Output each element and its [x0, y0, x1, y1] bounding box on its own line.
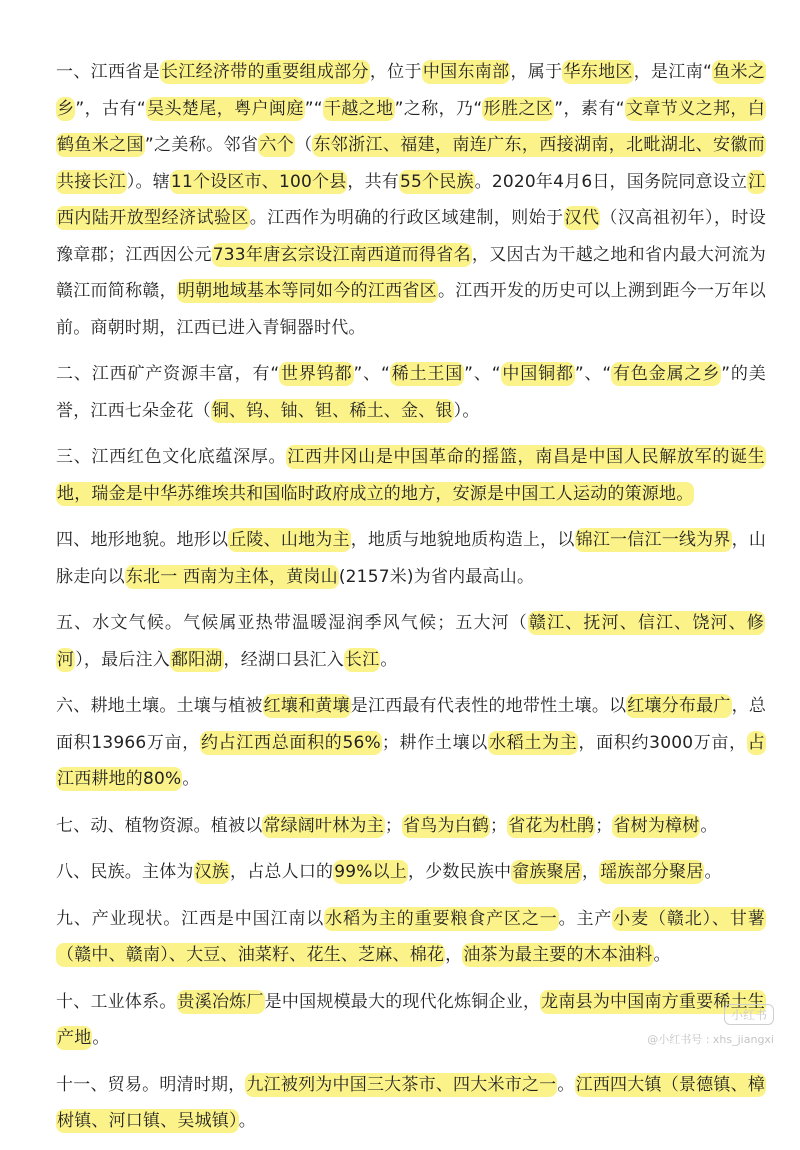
body-text: ； — [490, 815, 508, 836]
paragraph-p4 — [56, 522, 766, 595]
watermark-logo: 小红书 — [724, 1004, 774, 1025]
body-text: 。 — [653, 945, 671, 965]
body-text: 是江西最有代表性的地带性土壤。以 — [350, 696, 627, 716]
body-text: 十、工业体系。 — [56, 991, 177, 1012]
highlighted-text: 九江被列为中国三大茶市、四大米市之一 — [246, 1074, 557, 1095]
body-text: ， — [445, 945, 463, 965]
body-text: ，又因古为干越之地和省内最大河流为赣江而简称赣， — [56, 244, 766, 301]
highlighted-text: 长江 — [344, 649, 380, 670]
highlighted-text: 江西井冈山是中国革命的摇篮，南昌是中国人民解放军的诞生地，瑞金是中华苏维埃共和国临时政府成立的地方，安源是中国工人运动的策源地。 — [57, 447, 765, 504]
body-text: 二、江西矿产资源丰富，有“ — [56, 364, 280, 384]
paragraph-p2 — [56, 356, 766, 429]
body-text: 六、耕地土壤。土壤与植被 — [56, 696, 263, 716]
highlighted-text: 红壤分布最广 — [627, 696, 731, 716]
body-text: 是中国规模最大的现代化炼铜企业， — [264, 991, 541, 1012]
highlighted-text: 铜、钨、铀、钽、稀土、金、银 — [211, 400, 453, 421]
body-text: (2157米)为省内最高山。 — [338, 566, 535, 587]
highlighted-text: 水稻土为主 — [489, 732, 578, 753]
highlighted-text: 江西四大镇（景德镇、樟树镇、河口镇、吴城镇） — [57, 1074, 766, 1131]
body-text: 三、江西红色文化底蕴深厚。 — [56, 447, 287, 467]
highlighted-text: 明朝地域基本等同如今的江西省区 — [177, 281, 437, 301]
highlighted-text: 世界钨都 — [280, 364, 353, 384]
highlighted-text: 贵溪冶炼厂 — [177, 991, 264, 1012]
highlighted-text: 六个 — [259, 135, 295, 155]
body-text: 。 — [704, 862, 722, 882]
paragraph-p6 — [56, 688, 766, 798]
highlighted-text: 江西内陆开放型经济试验区 — [57, 171, 766, 228]
highlighted-text: 东北一 西南为主体，黄岗山 — [125, 566, 338, 587]
highlighted-text: 瑶族部分聚居 — [600, 862, 704, 882]
paragraph-p1 — [56, 54, 766, 346]
highlighted-text: 畲族聚居 — [512, 862, 582, 882]
highlighted-text: 鱼米之乡 — [57, 62, 766, 119]
highlighted-text: 丘陵、山地为主 — [229, 530, 350, 550]
highlighted-text: 733年唐玄宗设江南西道而得省名 — [212, 244, 471, 265]
paragraph-p7 — [56, 808, 766, 845]
highlighted-text: 长江经济带的重要组成部分 — [160, 62, 369, 82]
body-text: 一、江西省是 — [56, 62, 160, 82]
body-text: ”、“ — [574, 364, 612, 384]
highlighted-text: 汉族 — [194, 862, 230, 882]
watermark-id: @小红书号 : xhs_jiangxi — [647, 1033, 774, 1046]
body-text: 。江西开发的历史可以上溯到距今一万年以前。商朝时期，江西已进入青铜器时代。 — [56, 281, 766, 338]
body-text: ）。辖 — [126, 171, 170, 192]
highlighted-text: 中国东南部 — [422, 62, 510, 82]
body-text: ，属于 — [510, 62, 563, 82]
body-text: 。 — [92, 1028, 110, 1048]
highlighted-text: 鄱阳湖 — [170, 649, 223, 670]
body-text: ，占总人口的 — [230, 862, 334, 882]
body-text: ”、“ — [464, 364, 501, 384]
body-text: ，经湖口县汇入 — [223, 649, 344, 670]
highlighted-text: 小麦（赣北）、甘薯（赣中、赣南）、大豆、油菜籽、花生、芝麻、棉花 — [57, 908, 765, 965]
body-text: ”之美称。邻省 — [144, 135, 259, 155]
paragraph-p8 — [56, 854, 766, 891]
paragraph-p11 — [56, 1067, 766, 1140]
body-text: ； — [384, 815, 403, 836]
body-text: ”，古有“ — [75, 98, 146, 119]
highlighted-text: 99%以上 — [334, 862, 408, 882]
highlighted-text: 干越之地 — [323, 98, 394, 119]
body-text: ”“ — [304, 98, 323, 119]
highlighted-text: 占江西耕地的80% — [57, 732, 765, 789]
body-text: ）。 — [453, 400, 480, 421]
body-text: 。主产 — [558, 908, 613, 929]
body-text: 。江西作为明确的行政区域建制，则始于 — [249, 208, 564, 228]
body-text: ，地质与地貌地质构造上，以 — [350, 530, 575, 550]
highlighted-text: 省树为樟树 — [613, 815, 700, 836]
body-text: 。 — [700, 815, 718, 836]
body-text: （汉高祖初年），时设豫章郡；江西因公元 — [56, 208, 767, 265]
highlighted-text: 汉代 — [564, 208, 600, 228]
body-text: 。 — [238, 1111, 256, 1131]
body-text: 。2020年4月6日，国务院同意设立 — [474, 171, 748, 192]
body-text: 四、地形地貌。地形以 — [56, 530, 229, 550]
paragraph-p5 — [56, 605, 766, 678]
body-text: ”，素有“ — [554, 98, 625, 119]
highlighted-text: 吴头楚尾，粤户闽庭 — [146, 98, 304, 119]
highlighted-text: 11个设区市、100个县 — [170, 171, 347, 192]
paragraph-p9 — [56, 901, 766, 974]
body-text: ； — [595, 815, 613, 836]
highlighted-text: 油茶为最主要的木本油料 — [463, 945, 653, 965]
body-text: ），最后注入 — [75, 649, 170, 670]
highlighted-text: 水稻为主的重要粮食产区之一 — [325, 908, 558, 929]
highlighted-text: 稀土王国 — [391, 364, 464, 384]
highlighted-text: 形胜之区 — [483, 98, 554, 119]
body-text: 。 — [182, 769, 200, 789]
body-text: （ — [295, 135, 313, 155]
watermark — [544, 1004, 774, 1047]
highlighted-text: 有色金属之乡 — [612, 364, 721, 384]
body-text: ，少数民族中 — [408, 862, 512, 882]
highlighted-text: 55个民族 — [400, 171, 474, 192]
highlighted-text: 常绿阔叶林为主 — [263, 815, 384, 836]
body-text: ， — [582, 862, 600, 882]
highlighted-text: 东邻浙江、福建，南连广东，西接湖南，北毗湖北、安徽而共接长江 — [57, 135, 765, 192]
body-text: 五、水文气候。气候属亚热带温暖湿润季风气候；五大河（ — [56, 613, 528, 633]
body-text: 十一、贸易。明清时期， — [56, 1074, 246, 1095]
body-text: 七、动、植物资源。植被以 — [56, 815, 263, 836]
highlighted-text: 华东地区 — [563, 62, 633, 82]
body-text: ，位于 — [369, 62, 422, 82]
highlighted-text: 红壤和黄壤 — [263, 696, 350, 716]
body-text: 八、民族。主体为 — [56, 862, 194, 882]
body-text: ，共有 — [347, 171, 400, 192]
highlighted-text: 锦江一信江一线为界 — [575, 530, 731, 550]
body-text: ，是江南“ — [633, 62, 713, 82]
highlighted-text: 赣江、抚河、信江、饶河、修河 — [57, 613, 764, 670]
body-text: ，山脉走向以 — [56, 530, 767, 587]
highlighted-text: 中国铜都 — [501, 364, 574, 384]
highlighted-text: 龙南县为中国南方重要稀土生产地 — [57, 991, 766, 1048]
body-text: 。 — [557, 1074, 575, 1095]
body-text: ”的美誉，江西七朵金花（ — [56, 364, 766, 421]
highlighted-text: 省鸟为白鹤 — [403, 815, 490, 836]
highlighted-text: 省花为杜鹃 — [508, 815, 595, 836]
paragraph-p3 — [56, 439, 766, 512]
body-text: 九、产业现状。江西是中国江南以 — [56, 908, 325, 929]
highlighted-text: 文章节义之邦，白鹤鱼米之国 — [57, 98, 765, 155]
document-body — [56, 54, 766, 1150]
body-text: ”、“ — [353, 364, 391, 384]
body-text: 。 — [380, 649, 398, 670]
body-text: ”之称，乃“ — [394, 98, 483, 119]
body-text: ，总面积13966万亩， — [56, 696, 767, 753]
body-text: ，面积约3000万亩， — [578, 732, 747, 753]
body-text: ；耕作土壤以 — [381, 732, 488, 753]
highlighted-text: 约占江西总面积的56% — [201, 732, 381, 753]
